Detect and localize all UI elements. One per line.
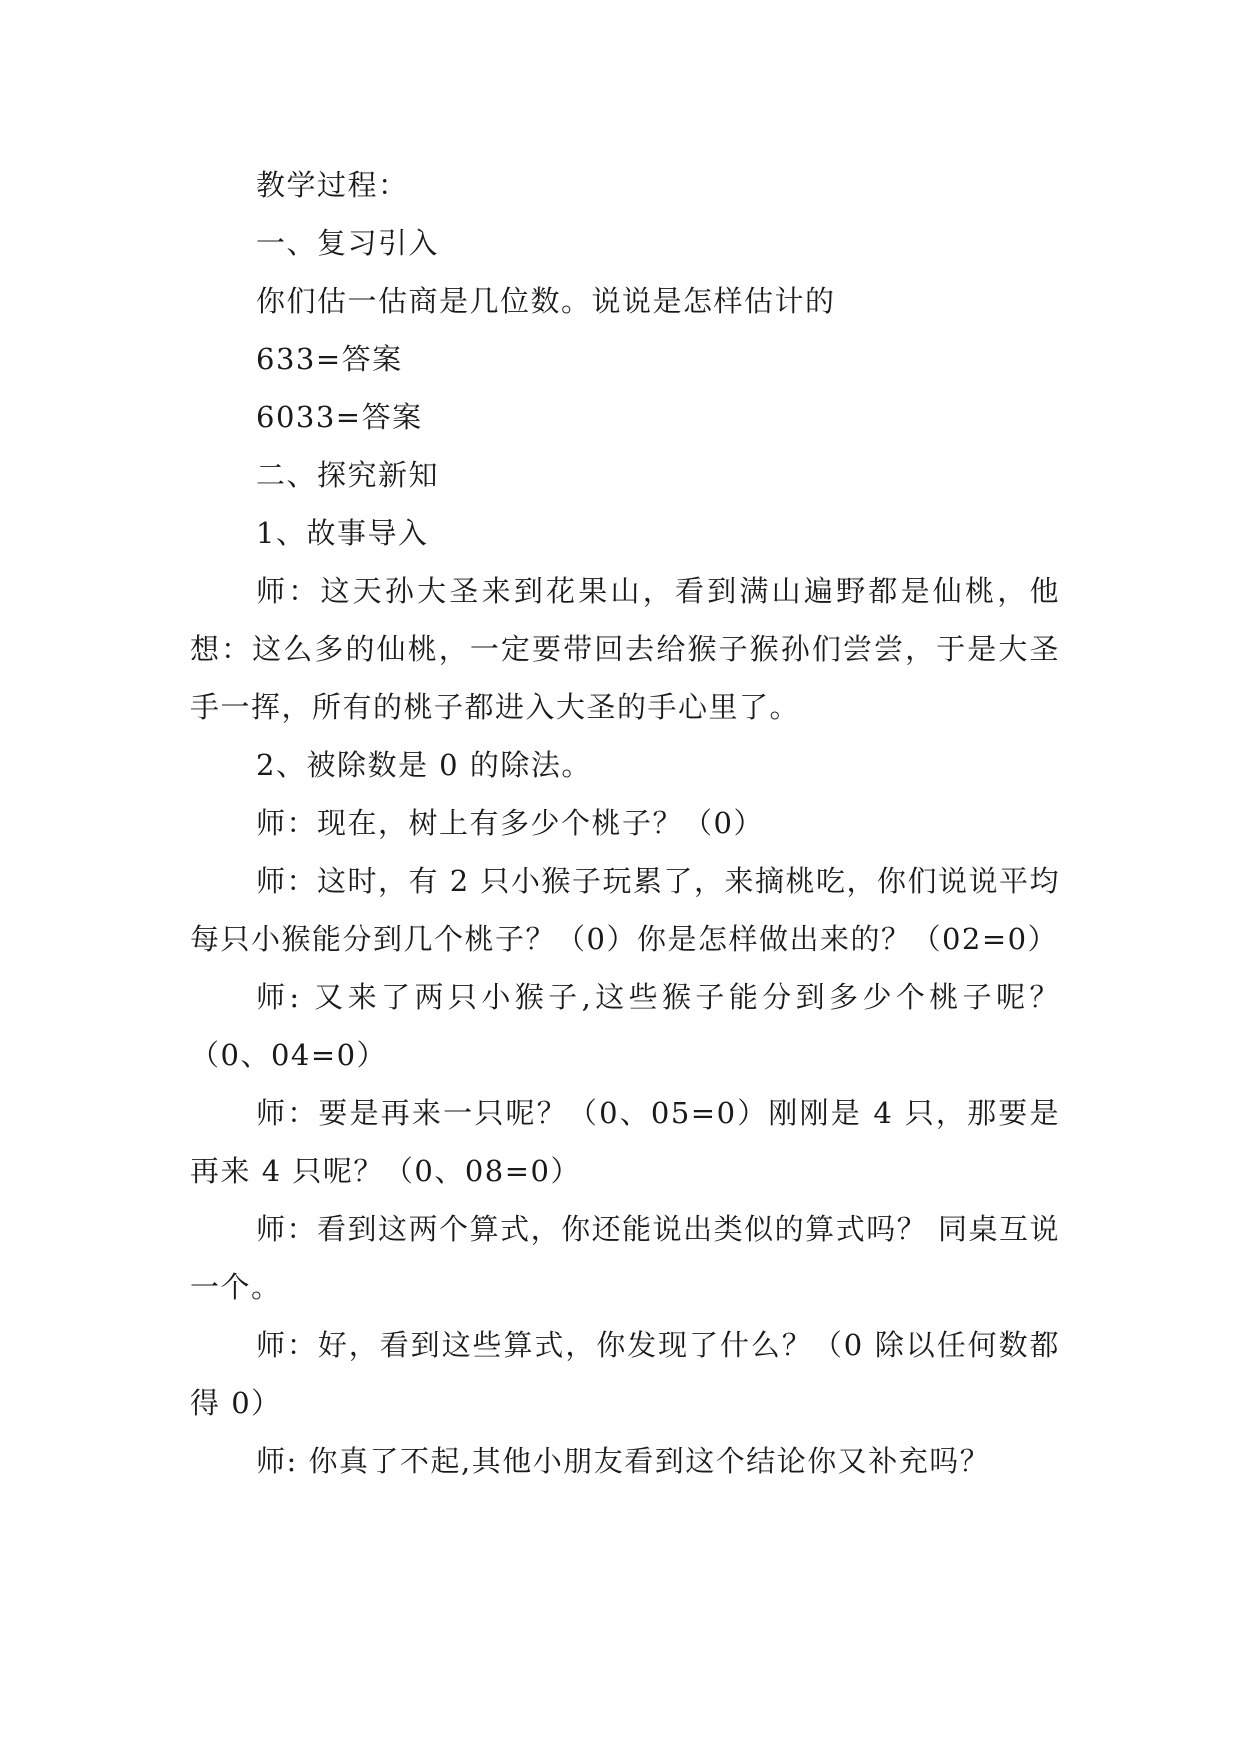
paragraph-teacher-question-1: 师：现在，树上有多少个桃子？（0）: [256, 806, 764, 840]
paragraph-teacher-question-4: 师：要是再来一只呢？（0、05=0）刚刚是 4 只，那要是再来 4 只呢？（0、08=0）: [190, 1096, 1060, 1188]
paragraph-teacher-question-6: 师：好，看到这些算式，你发现了什么？（0 除以任何数都得 0）: [190, 1328, 1060, 1420]
paragraph-teacher-question-7: 师: 你真了不起,其他小朋友看到这个结论你又补充吗？: [256, 1444, 991, 1478]
paragraph-estimate-instruction: 你们估一估商是几位数。说说是怎样估计的: [256, 284, 836, 318]
paragraph-equation-1: 633=答案: [256, 342, 403, 376]
subheading-story-intro: 1、故事导入: [256, 516, 429, 550]
section-heading-teaching-process: 教学过程：: [256, 168, 409, 202]
paragraph-story: 师：这天孙大圣来到花果山，看到满山遍野都是仙桃，他想：这么多的仙桃，一定要带回去给猴子猴孙们尝尝，于是大圣手一挥，所有的桃子都进入大圣的手心里了。: [190, 574, 1060, 724]
subheading-zero-dividend: 2、被除数是 0 的除法。: [256, 748, 592, 782]
paragraph-teacher-question-2: 师：这时，有 2 只小猴子玩累了，来摘桃吃，你们说说平均每只小猴能分到几个桃子？（0）你是怎样做出来的？（02=0）: [190, 864, 1060, 956]
section-heading-review: 一、复习引入: [256, 226, 440, 260]
section-heading-explore: 二、探究新知: [256, 458, 440, 492]
paragraph-teacher-question-5: 师：看到这两个算式，你还能说出类似的算式吗？ 同桌互说一个。: [190, 1212, 1060, 1304]
document-body: [190, 156, 1060, 1490]
paragraph-teacher-question-3: 师: 又来了两只小猴子,这些猴子能分到多少个桃子呢？（0、04=0）: [190, 980, 1060, 1072]
paragraph-equation-2: 6033=答案: [256, 400, 423, 434]
